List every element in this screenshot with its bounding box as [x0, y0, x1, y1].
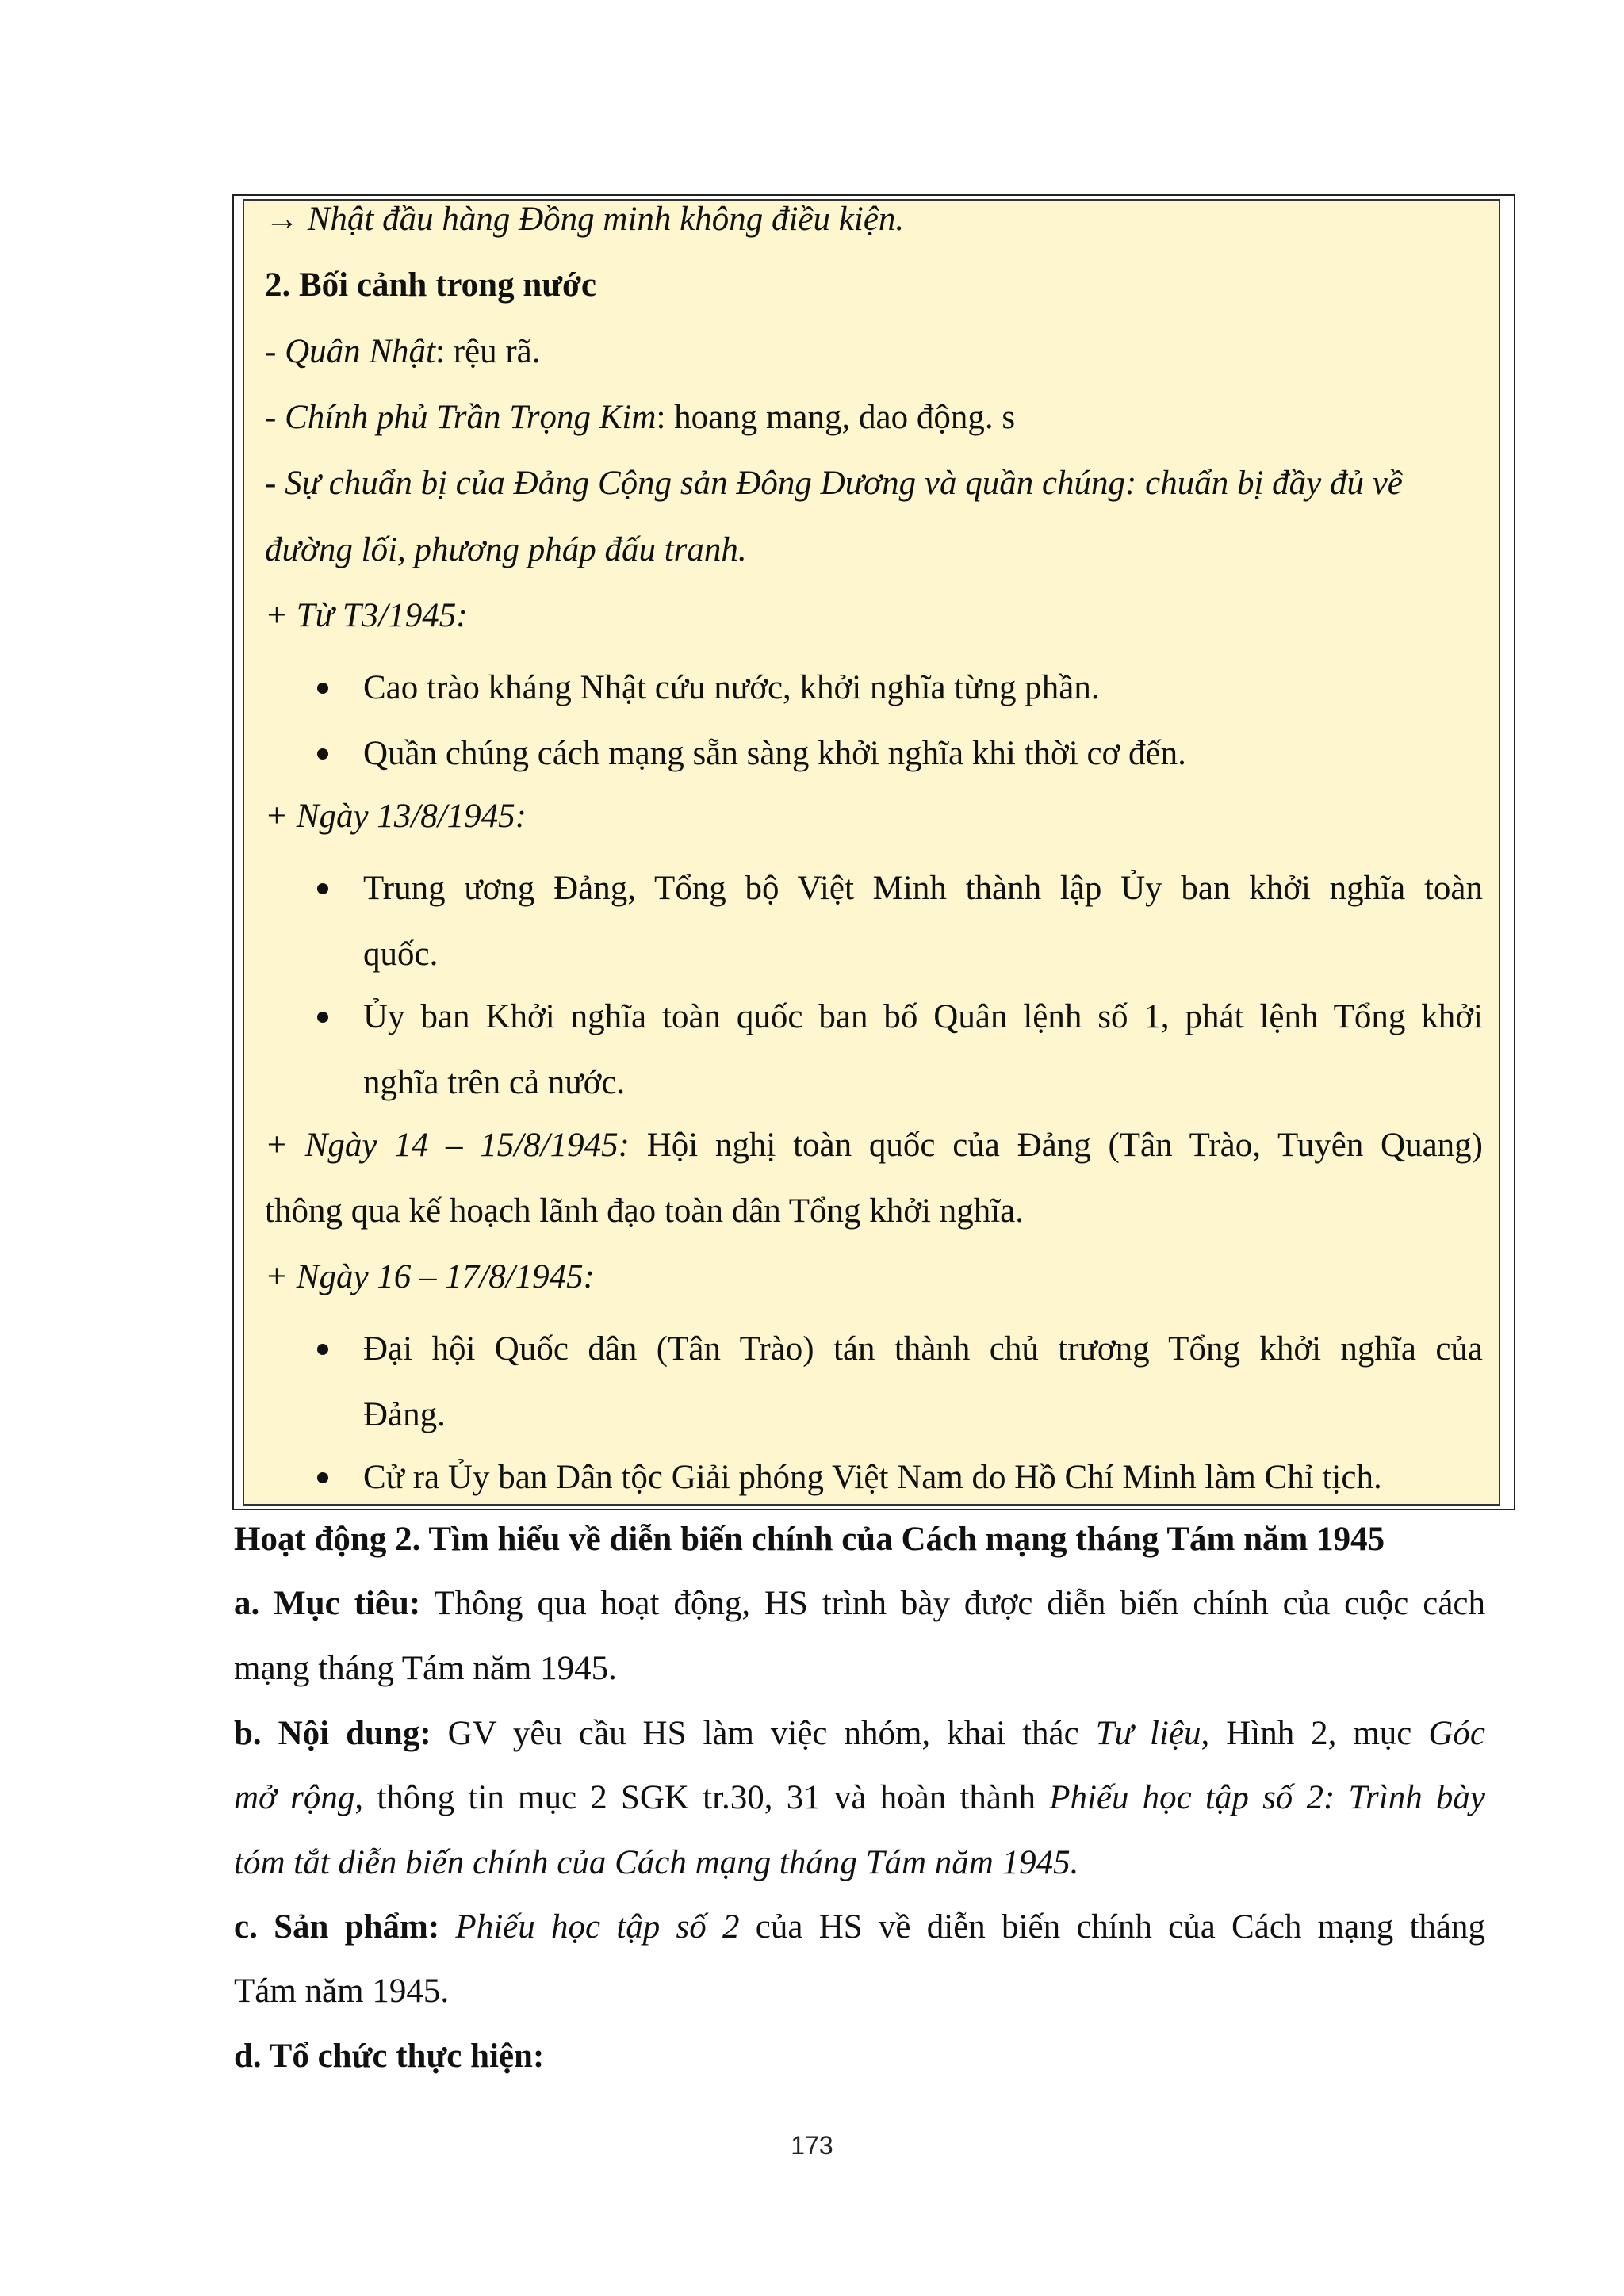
- content-line1: [234, 1710, 1485, 1758]
- bullet-13-1-line1: Trung ương Đảng, Tổng bộ Việt Minh thành lập Ủy ban khởi nghĩa toàn: [363, 870, 1483, 907]
- bullet-13-2-line2: nghĩa trên cả nước.: [363, 1064, 626, 1101]
- bullet-t3-2: Quần chúng cách mạng sẵn sàng khởi nghĩa khi thời cơ đến.: [363, 735, 1186, 772]
- bullet-16-1-line2: Đảng.: [363, 1396, 446, 1433]
- bullet-dot: [317, 748, 328, 760]
- content-text-italic: Góc: [1428, 1715, 1485, 1752]
- page-number: 173: [791, 2131, 833, 2160]
- bullet-16-2: Cử ra Ủy ban Dân tộc Giải phóng Việt Nam do Hồ Chí Minh làm Chỉ tịch.: [363, 1459, 1382, 1496]
- content-text-italic: Tư liệu: [1095, 1715, 1201, 1752]
- bullet-t3-1: Cao trào kháng Nhật cứu nước, khởi nghĩa từng phần.: [363, 669, 1100, 706]
- label-13-8-1945: + Ngày 13/8/1945:: [265, 798, 527, 835]
- item-text: : rệu rã.: [435, 333, 541, 370]
- conclusion-line: → Nhật đầu hàng Đồng minh không điều kiện.: [265, 201, 905, 238]
- activity-title: Hoạt động 2. Tìm hiểu về diễn biến chính của Cách mạng tháng Tám năm 1945: [234, 1521, 1385, 1558]
- bullet-dot: [317, 1344, 328, 1355]
- bullet-dot: [317, 683, 328, 694]
- objective-line2: mạng tháng Tám năm 1945.: [234, 1650, 617, 1687]
- bullet-dot: [317, 1472, 328, 1483]
- objective-label: a. Mục tiêu:: [234, 1585, 421, 1622]
- item-14-15-line1: [265, 1122, 1483, 1169]
- content-text: , thông tin mục 2 SGK tr.30, 31 và hoàn thành: [354, 1779, 1050, 1816]
- content-box: [232, 194, 1515, 1510]
- item-preparation-line2: đường lối, phương pháp đấu tranh.: [265, 531, 747, 568]
- product-text-italic: Phiếu học tập số 2: [455, 1908, 740, 1946]
- item-label: - Quân Nhật: [265, 333, 435, 370]
- item-label: - Chính phủ Trần Trọng Kim: [265, 399, 657, 436]
- item-preparation-line1: - Sự chuẩn bị của Đảng Cộng sản Đông Dương và quần chúng: chuẩn bị đầy đủ về: [265, 465, 1403, 502]
- bullet-13-2-line1: Ủy ban Khởi nghĩa toàn quốc ban bố Quân lệnh số 1, phát lệnh Tổng khởi: [363, 998, 1483, 1035]
- product-line1: [234, 1904, 1485, 1951]
- product-line2: Tám năm 1945.: [234, 1973, 450, 2010]
- bullet-16-1-line1: Đại hội Quốc dân (Tân Trào) tán thành chủ trương Tổng khởi nghĩa của: [363, 1330, 1483, 1368]
- item-tran-trong-kim: [265, 394, 1015, 442]
- label-16-17-1945: + Ngày 16 – 17/8/1945:: [265, 1258, 595, 1295]
- bullet-dot: [317, 883, 328, 894]
- bullet-13-1-line2: quốc.: [363, 936, 439, 973]
- item-japanese-army: [265, 328, 541, 376]
- item-14-15-line2: thông qua kế hoạch lãnh đạo toàn dân Tổng khởi nghĩa.: [265, 1192, 1024, 1230]
- objective-text: Thông qua hoạt động, HS trình bày được diễn biến chính của cuộc cách: [420, 1585, 1485, 1622]
- content-text: GV yêu cầu HS làm việc nhóm, khai thác: [431, 1715, 1096, 1752]
- bullet-dot: [317, 1012, 328, 1023]
- content-text: , Hình 2, mục: [1201, 1715, 1429, 1752]
- content-text-italic: mở rộng: [234, 1779, 355, 1816]
- organization-heading: d. Tổ chức thực hiện:: [234, 2038, 545, 2075]
- content-line2: [234, 1774, 1485, 1822]
- content-label: b. Nội dung:: [234, 1715, 431, 1752]
- section-heading: 2. Bối cảnh trong nước: [265, 266, 596, 304]
- objective-line1: [234, 1580, 1485, 1628]
- date-text: Hội nghị toàn quốc của Đảng (Tân Trào, Tuyên Quang): [629, 1127, 1484, 1164]
- label-t3-1945: + Từ T3/1945:: [265, 597, 468, 634]
- content-line3: tóm tắt diễn biến chính của Cách mạng tháng Tám năm 1945.: [234, 1844, 1079, 1881]
- item-text: : hoang mang, dao động. s: [656, 399, 1016, 436]
- product-text: của HS về diễn biến chính của Cách mạng tháng: [739, 1908, 1485, 1946]
- date-label: + Ngày 14 – 15/8/1945:: [265, 1127, 630, 1164]
- product-label: c. Sản phẩm:: [234, 1908, 440, 1946]
- content-text-italic: Phiếu học tập số 2: Trình bày: [1049, 1779, 1485, 1816]
